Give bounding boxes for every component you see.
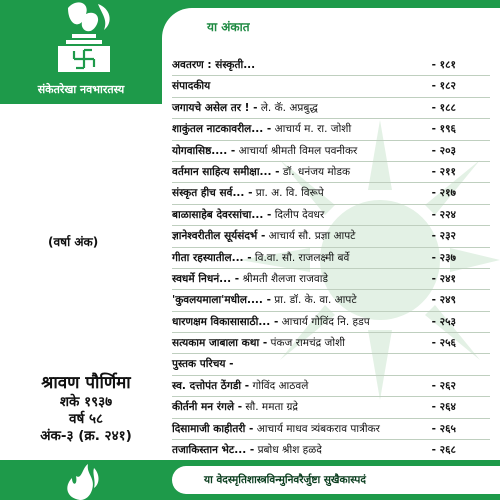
logo-caption: संकेतरेखा नवभारतस्य <box>37 83 125 96</box>
footer-motto: या वेदस्मृतिशास्त्रविन्मुनिवरैर्जुष्टा सुखैकास्पदं <box>204 474 366 486</box>
toc-entry-page: - १९६ <box>431 123 456 136</box>
toc-entry-author: आचार्या श्रीमती विमल पवनीकर <box>238 144 358 157</box>
toc-entry-title: गीता रहस्यातील... - <box>172 251 252 264</box>
toc-entry <box>172 354 490 375</box>
toc-entry-author: श्रीमती शैलजा राजवाडे <box>242 272 329 285</box>
toc-entry-author: वि.वा. सौ. राजलक्ष्मी बर्वे <box>254 251 350 264</box>
toc-heading: या अंकात <box>207 20 250 34</box>
toc-entry <box>172 55 490 76</box>
toc-entry-title: बाळासाहेब देवरसांचा... - <box>172 208 272 221</box>
toc-entry-author: आचार्य सौ. प्रज्ञा आपटे <box>268 230 356 243</box>
issue-month: श्रावण पौर्णिमा <box>41 373 131 393</box>
toc-entry-title: जगायचे असेल तर ! - <box>172 101 258 114</box>
toc-entry-title: संपादकीय <box>172 80 211 93</box>
toc-entry-author: आचार्य गोविंद नि. हडप <box>281 315 370 328</box>
toc-entry <box>172 183 490 204</box>
toc-entry-page: - २३७ <box>431 251 456 264</box>
toc-entry-title: ज्ञानेश्वरीतील सूर्यसंदर्भ - <box>172 230 266 243</box>
toc-entry-page: - २५३ <box>431 315 456 328</box>
toc-entry <box>172 76 490 97</box>
toc-entry-title: कीर्तनी मन रंगले - <box>172 401 243 414</box>
toc-entry-page: - २०३ <box>431 144 456 157</box>
toc-entry-author: आचार्य माधव त्र्यंबकराव पात्रीकर <box>256 422 380 435</box>
toc-entry-page: - २६२ <box>431 379 456 392</box>
toc-entry-title: 'कुवलयमाला'मधील.... - <box>172 294 271 307</box>
toc-entry-author: सौ. ममता ग्रद्रे <box>245 401 299 414</box>
toc-entry-page: - २६८ <box>431 444 456 457</box>
toc-entry-title: दिसामाजी काहीतरी - <box>172 422 254 435</box>
toc-entry <box>172 333 490 354</box>
logo-panel <box>0 0 162 104</box>
toc-entry-title: तजाकिस्तान भेट... - <box>172 444 255 457</box>
toc-entry <box>172 419 490 440</box>
toc-entry-author: प्रा. डॉ. के. वा. आपटे <box>274 294 357 307</box>
toc-entry-page: - २१७ <box>431 187 456 200</box>
toc-entry-page: - २२४ <box>431 208 456 221</box>
toc-entry-page: - २५६ <box>431 337 456 350</box>
toc-entry-title: स्व. दत्तोपंत ठेंगडी - <box>172 379 250 392</box>
toc-entry-page: - २६५ <box>431 422 456 435</box>
toc-entry <box>172 248 490 269</box>
toc-entry-page: - २४९ <box>431 294 456 307</box>
toc-entry-title: योगवासिष्ठ.... - <box>172 144 236 157</box>
toc-entry <box>172 440 490 461</box>
toc-entry <box>172 98 490 119</box>
issue-volume: वर्ष ५८ <box>68 411 104 427</box>
toc-entry-author: गोविंद आठवले <box>252 379 309 392</box>
toc-entry-author: दिलीप देवधर <box>274 208 325 221</box>
toc-entry-author: पंकज रामचंद्र जोशी <box>270 337 345 350</box>
toc-entry-title: संस्कृत हीच सर्व... - <box>172 187 253 200</box>
toc-entry-page: - २११ <box>431 165 456 178</box>
toc-entry-page: - १८१ <box>431 59 456 71</box>
issue-number: अंक-३ (क्र. २४१) <box>40 428 132 444</box>
toc-entry <box>172 226 490 247</box>
toc-entry <box>172 141 490 162</box>
toc-entry-author: डॉ. धनंजय मोडक <box>282 165 351 178</box>
toc-entry-author: आचार्य म. रा. जोशी <box>274 123 352 136</box>
toc-entry-title: सत्यकाम जाबाला कथा - <box>172 337 268 350</box>
issue-info <box>0 372 172 445</box>
toc-entry-title: स्वधर्मे निधनं... - <box>172 272 240 285</box>
toc-entry <box>172 312 490 333</box>
toc-entry <box>172 269 490 290</box>
toc-entry-page: - २३२ <box>431 230 456 243</box>
toc-entry <box>172 162 490 183</box>
toc-entry <box>172 397 490 418</box>
toc-entry-author: प्रा. अ. वि. विरूपे <box>255 187 324 200</box>
toc-entry-title: अवतरण : संस्कृती... <box>172 59 256 71</box>
toc-entry <box>172 119 490 140</box>
toc-entry-author: प्रबोध श्रीश हळदे <box>257 444 322 457</box>
toc-entry <box>172 290 490 311</box>
flame-icon <box>58 462 102 500</box>
issue-year: शके १९३७ <box>59 394 113 410</box>
toc-entry-page: - १८८ <box>431 101 456 114</box>
swastika-flame-emblem-icon <box>6 0 156 80</box>
toc-entry-page: - २६४ <box>431 401 456 414</box>
toc-entry <box>172 376 490 397</box>
toc-entry-title: धारणक्षम विकासासाठी... - <box>172 315 279 328</box>
toc-entry-page: - १८२ <box>431 80 456 93</box>
toc-entry-title: शाकुंतल नाटकावरील... - <box>172 123 272 136</box>
issue-label: (वर्षा अंक) <box>48 235 99 249</box>
toc-entry <box>172 205 490 226</box>
toc-entry-author: ले. कॅ. अप्रबुद्ध <box>260 101 318 114</box>
table-of-contents <box>172 55 490 461</box>
toc-entry-title: पुस्तक परिचय - <box>172 358 234 371</box>
toc-entry-title: वर्तमान साहित्य समीक्षा... - <box>172 165 280 178</box>
toc-entry-page: - २४१ <box>431 272 456 285</box>
